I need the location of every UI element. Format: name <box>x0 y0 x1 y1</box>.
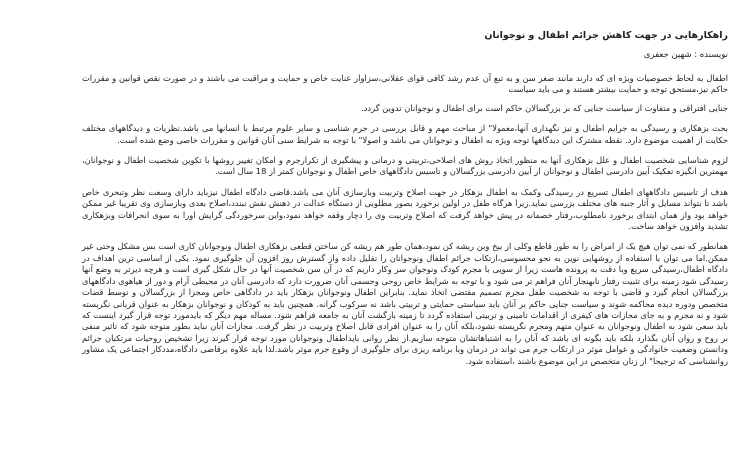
document-title: راهکارهایی در جهت کاهش جرائم اطفال و نوجوانان <box>484 30 728 41</box>
paragraph: بحث بزهکاری و رسیدگی به جرایم اطفال و نیز نگهداری آنها،معمولا" از مباحث مهم و قابل بررسی در جرم شناسی و سایر علوم مرتبط با انسانها می باشد.نظریات و دیدگاههای مختلف حکایت از اهمیت موضوع دارد. نقطه مشترک این دیدگاهها توجه ویژه به اطفال و نوجوانان می باشد و اصولا" با توجه به شرایط سنی آنان قوانین و مقررات خاصی وضع شده است. <box>82 123 728 145</box>
paragraph: جنایی افتراقی و متفاوت از سیاست جنایی که بر بزرگسالان حاکم است برای اطفال و نوجوانان تدوین گردد. <box>361 102 728 113</box>
paragraph: هدف از تاسیس دادگاههای اطفال تسریع در رسیدگی وکمک به اطفال بزهکار در جهت اصلاح وتربیت وبازسازی آنان می باشد.قاضی دادگاه اطفال نیزباید دارای وسعت نظر وتبحری خاص باشد تا بتواند مسایل و آثار جنبه های مختلف بزرسی نماید.زیرا هرگاه طفل در اولین برخورد بصور مطلوبی از دستگاه عدالت در ذهنش نقش نبندد،اصلاح بعدی وبازسازی وی تقریبا غیر ممکن خواهد بود واز همان ابتدای برخورد نامطلوب،رفتار خصمانه در پیش خواهد گرفت که اصلاح وتربیت وی را دچار وقفه خواهد نمود،واین سرخوردگی گرایش اورا به سوی انحرافات وبزهکاری تشدید وافزون خواهد ساخت. <box>82 186 728 232</box>
document-page <box>82 30 728 445</box>
paragraph: اطفال به لحاظ خصوصیات ویژه ای که دارند مانند صغر سن و به تبع آن عدم رشد کافی قوای عقلانی،سزاوار عنایت خاص و حمایت و مراقبت می باشند و در صورت نقص قوانین و مقررات حاکم نیز،مستحق توجه و حمایت بیشتر هستند و می باید سیاست <box>82 73 728 95</box>
paragraph: همانطور که نمی توان هیچ یک از امراض را به طور قاطع وکلی از بیخ وبن ریشه کن نمود،همان طور هم ریشه کن ساختن قطعی بزهکاری اطفال ونوجوانان کاری است بس مشکل وحتی غیر ممکن.اما می توان با استفاده از روشهایی نوین به نحو محسوسی،ارتکاب جرائم اطفال ونوجوانان را تقلیل داده واز گسترش روز افزون آن جلوگیری نمود. یکی از اساسی ترین اهداف در دادگاه اطفال،رسیدگی سریع وبا دقت به پرونده هاست زیرا از سویی با مجرم کودک ونوجوان سر وکار داریم که در آن سن شخصیت آنها در حال شکل گیری است و هرچه دیرتر به وضع آنها رسیدگی شود زمینه برای تثبیت رفتار نابهنجار آنان فراهم تر می شود و با توجه به شرایط خاص روحی وجسمی آنان ضرورت دارد که دادرسی آنان در محیطی آرام و دور از هیاهوی دادگاههای بزرگسالان انجام گیرد و قاضی با توجه به شخصیت طفل مجرم تصمیم مقتضی اتخاذ نماید. بنابراین اطفال ونوجوانان بزهکار باید در دادگاهی خاص ومجزا از بزرگسالان و توسط قضات متخصص ودوره دیده محاکمه شوند و سیاست جنایی حاکم بر آنان باید سیاستی حمایتی و تربیتی باشد نه سرکوب گرانه. همچنین باید به کودکان و نوجوانان بزهکار به عنوان قربانی نگریسته شود و نه مجرم و به جای مجازات های کیفری از اقدامات تامینی و تربیتی استفاده گردد تا زمینه بازگشت آنان به جامعه فراهم شود. مساله مهم دیگر که بایدمورد توجه قرار گیرد اینست که باید سعی شود به اطفال ونوجوانان به عنوان متهم ومجرم نگریسته نشود،بلکه آنان را به عنوان افرادی قابل اصلاح وتربیت در نظر گرفت. مجازات آنان نباید بطور متوجه شود که تاثیر منفی بر روح و روان آنان بگذارد بلکه باید بگونه ای باشد که آنان را به اشتباهاتشان متوجه سازیم.از نظر روانی بایداطفال ونوجوانان مورد توجه قرار گیرند زیرا تشخیص روحیات مرتکبان جرائم ودانستن وضعیت خانوادگی و عوامل موثر در ارتکاب جرم می تواند در درمان وبا برنامه ریزی برای جلوگیری از وقوع جرم موثر باشد.لذا باید علاوه برقاضی دادگاه،مددکار اجتماعی یک مشاور روانشناسی که ترجیحا" از زنان متخصص در این موضوع باشند ،استفاده شود. <box>82 241 728 366</box>
paragraph: لزوم شناسایی شخصیت اطفال و علل بزهکاری آنها به منظور اتخاذ روش های اصلاحی،تربیتی و درمانی و پیشگیری از تکرارجرم و امکان تغییر روشها با تکوین شخصیت اطفال و نوجوانان، مهمترین انگیزه تفکیک آیین دادرسی اطفال و نوجوانان از آیین دادرسی بزرگسالان و تاسیس دادگاههای خاص اطفال و نوجوانان کمتر از 18 سال است. <box>82 155 728 177</box>
document-author: نویسنده : شهین جعفری <box>643 50 728 60</box>
